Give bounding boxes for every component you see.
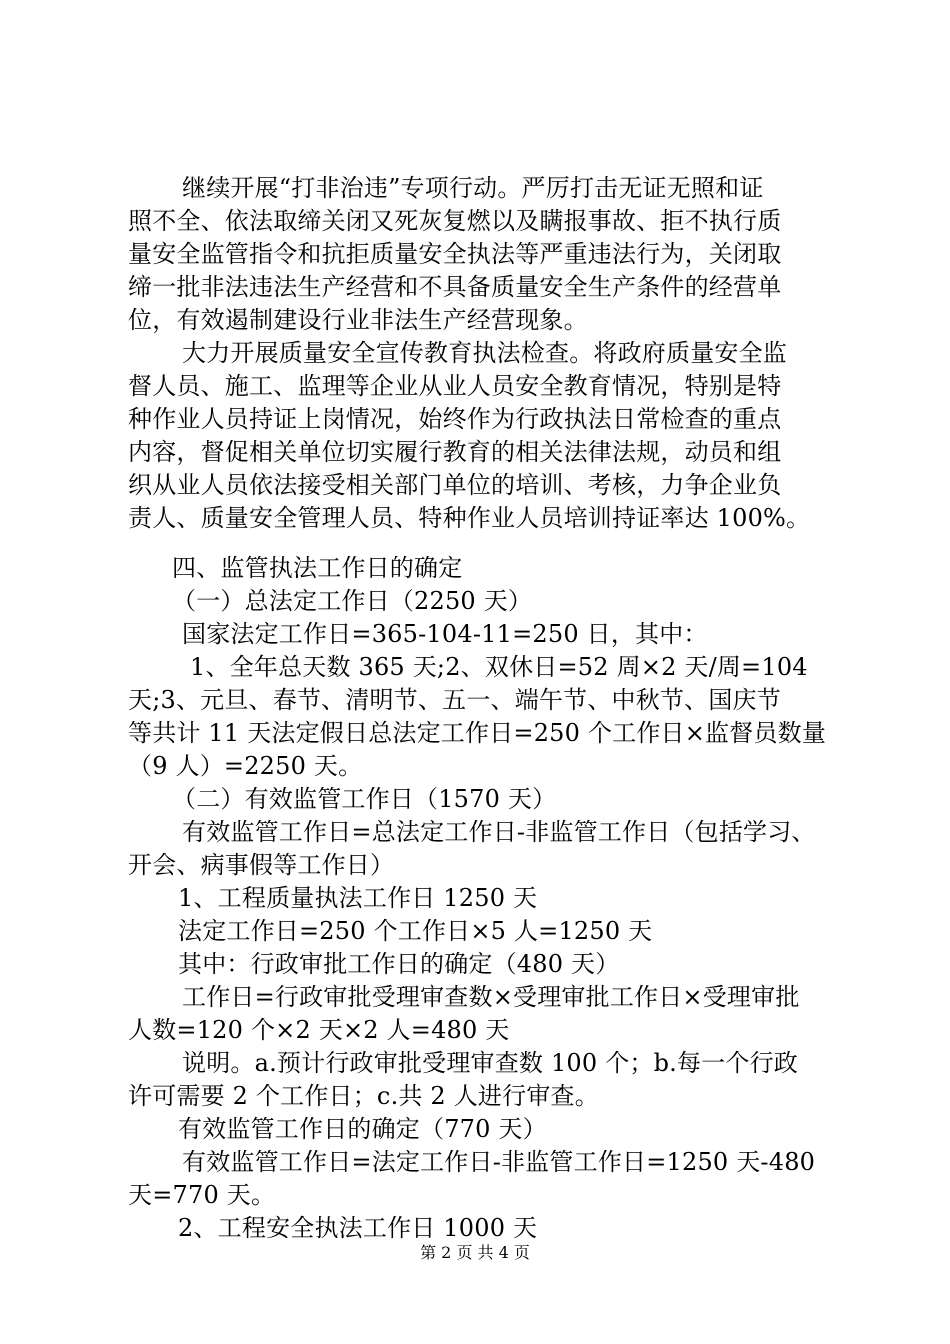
paragraph-line: 等共计 11 天法定假日总法定工作日=250 个工作日×监督员数量: [128, 719, 827, 747]
page-number: 第 2 页 共 4 页: [420, 1243, 530, 1262]
paragraph-line: 1、全年总天数 365 天;2、双休日=52 周×2 天/周=104: [190, 653, 808, 681]
paragraph-line: 缔一批非法违法生产经营和不具备质量安全生产条件的经营单: [128, 273, 782, 301]
paragraph-line: 内容，督促相关单位切实履行教育的相关法律法规，动员和组: [128, 438, 782, 466]
paragraph-line: 位，有效遏制建设行业非法生产经营现象。: [128, 306, 588, 334]
paragraph-line: 督人员、施工、监理等企业从业人员安全教育情况，特别是特: [128, 372, 782, 400]
paragraph-line: 有效监管工作日=法定工作日-非监管工作日=1250 天-480: [182, 1148, 816, 1176]
section-heading: 四、监管执法工作日的确定: [172, 554, 463, 582]
paragraph-line: 继续开展“打非治违”专项行动。严厉打击无证无照和证: [182, 174, 764, 202]
paragraph-line: （9 人）=2250 天。: [128, 752, 363, 780]
paragraph-line: 种作业人员持证上岗情况，始终作为行政执法日常检查的重点: [128, 405, 782, 433]
paragraph-line: 法定工作日=250 个工作日×5 人=1250 天: [178, 917, 653, 945]
paragraph-line: 说明。a.预计行政审批受理审查数 100 个；b.每一个行政: [182, 1049, 798, 1077]
subsection-heading: （一）总法定工作日（2250 天）: [172, 587, 533, 615]
paragraph-line: 大力开展质量安全宣传教育执法检查。将政府质量安全监: [182, 339, 787, 367]
paragraph-line: 量安全监管指令和抗拒质量安全执法等严重违法行为，关闭取: [128, 240, 782, 268]
paragraph-line: 天;3、元旦、春节、清明节、五一、端午节、中秋节、国庆节: [128, 686, 781, 714]
paragraph-line: 照不全、依法取缔关闭又死灰复燃以及瞒报事故、拒不执行质: [128, 207, 782, 235]
paragraph-line: 2、工程安全执法工作日 1000 天: [178, 1214, 538, 1242]
paragraph-line: 有效监管工作日的确定（770 天）: [178, 1115, 547, 1143]
paragraph-line: 其中：行政审批工作日的确定（480 天）: [178, 950, 620, 978]
paragraph-line: 开会、病事假等工作日）: [128, 851, 395, 879]
paragraph-line: 天=770 天。: [128, 1181, 276, 1209]
paragraph-line: 工作日=行政审批受理审查数×受理审批工作日×受理审批: [182, 983, 800, 1011]
paragraph-line: 责人、质量安全管理人员、特种作业人员培训持证率达 100%。: [128, 504, 811, 532]
subsection-heading: （二）有效监管工作日（1570 天）: [172, 785, 557, 813]
paragraph-line: 1、工程质量执法工作日 1250 天: [178, 884, 538, 912]
paragraph-line: 织从业人员依法接受相关部门单位的培训、考核，力争企业负: [128, 471, 782, 499]
paragraph-line: 人数=120 个×2 天×2 人=480 天: [128, 1016, 510, 1044]
paragraph-line: 有效监管工作日=总法定工作日-非监管工作日（包括学习、: [182, 818, 816, 846]
paragraph-line: 国家法定工作日=365-104-11=250 日，其中：: [182, 620, 708, 648]
paragraph-line: 许可需要 2 个工作日；c.共 2 人进行审查。: [128, 1082, 599, 1110]
